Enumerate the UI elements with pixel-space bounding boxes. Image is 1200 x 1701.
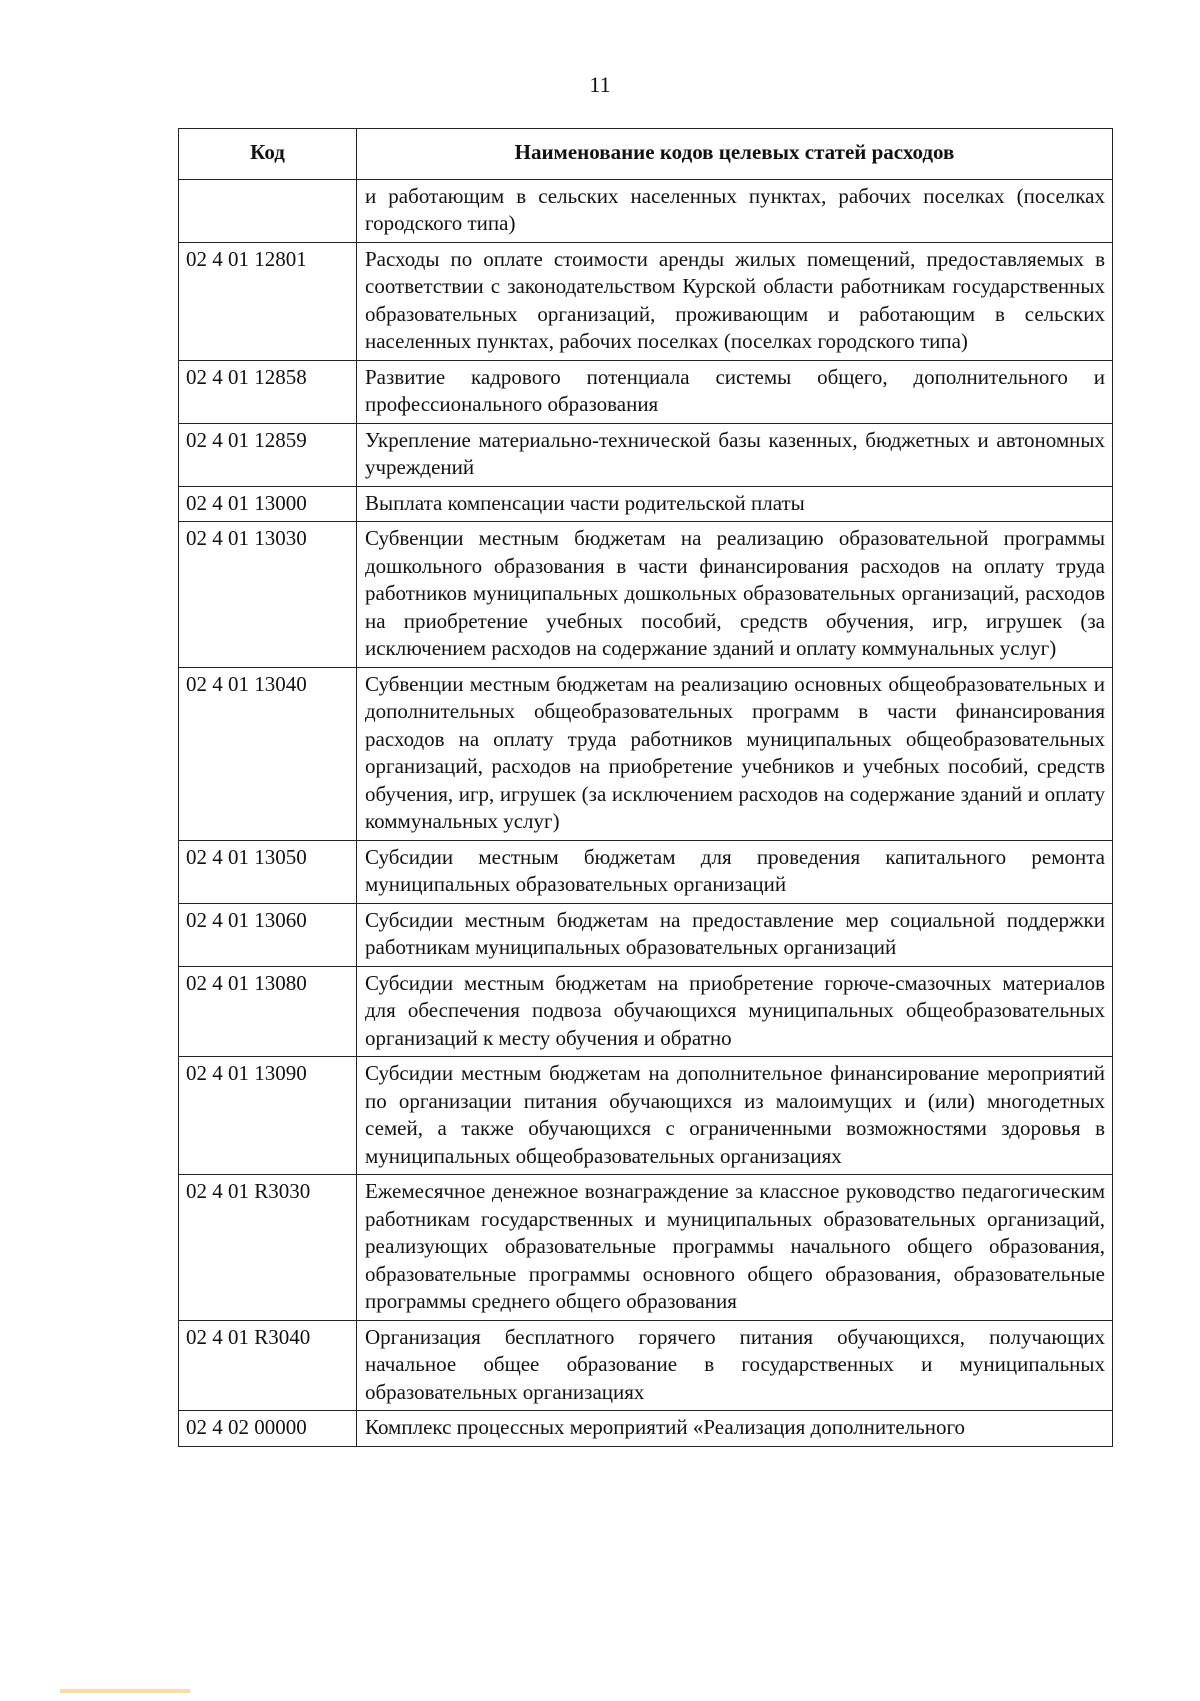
row-description: Субсидии местным бюджетам на дополнительное финансирование мероприятий по организации питания обучающихся из малоимущих и (или) многодетных семей, а также обучающихся с ограниченными возможностями здоровья в муниципальных общеобразовательных организациях bbox=[357, 1057, 1113, 1175]
table-row bbox=[179, 360, 1113, 423]
row-description: и работающим в сельских населенных пунктах, рабочих поселках (поселках городского типа) bbox=[357, 179, 1113, 242]
row-code: 02 4 01 13040 bbox=[179, 667, 357, 840]
table-body bbox=[179, 179, 1113, 1446]
page-number: 11 bbox=[589, 72, 611, 97]
row-description: Выплата компенсации части родительской платы bbox=[357, 486, 1113, 522]
header-name: Наименование кодов целевых статей расходов bbox=[357, 129, 1113, 180]
row-code: 02 4 01 R3040 bbox=[179, 1320, 357, 1411]
row-description: Организация бесплатного горячего питания обучающихся, получающих начальное общее образование в государственных и муниципальных образовательных организациях bbox=[357, 1320, 1113, 1411]
table-row bbox=[179, 667, 1113, 840]
table-row bbox=[179, 1057, 1113, 1175]
table-row bbox=[179, 179, 1113, 242]
row-description: Ежемесячное денежное вознаграждение за классное руководство педагогическим работникам государственных и муниципальных образовательных организаций, реализующих образовательные программы начального общего образования, образовательные программы основного общего образования, образовательные программы среднего общего образования bbox=[357, 1175, 1113, 1321]
row-code: 02 4 01 13080 bbox=[179, 966, 357, 1057]
row-description: Субсидии местным бюджетам для проведения капитального ремонта муниципальных образовательных организаций bbox=[357, 840, 1113, 903]
row-code: 02 4 01 13000 bbox=[179, 486, 357, 522]
row-description: Комплекс процессных мероприятий «Реализация дополнительного bbox=[357, 1411, 1113, 1447]
row-description: Расходы по оплате стоимости аренды жилых помещений, предоставляемых в соответствии с законодательством Курской области работникам государственных образовательных организаций, проживающим и работающим в сельских населенных пунктах, рабочих поселках (поселках городского типа) bbox=[357, 242, 1113, 360]
table-row bbox=[179, 1175, 1113, 1321]
table-row bbox=[179, 486, 1113, 522]
table-row bbox=[179, 1320, 1113, 1411]
row-code: 02 4 01 13030 bbox=[179, 522, 357, 668]
row-description: Субвенции местным бюджетам на реализацию основных общеобразовательных и дополнительных общеобразовательных программ в части финансирования расходов на оплату труда работников муниципальных общеобразовательных организаций, расходов на приобретение учебников и учебных пособий, средств обучения, игр, игрушек (за исключением расходов на содержание зданий и оплату коммунальных услуг) bbox=[357, 667, 1113, 840]
row-code: 02 4 01 R3030 bbox=[179, 1175, 357, 1321]
row-code: 02 4 01 13050 bbox=[179, 840, 357, 903]
row-description: Развитие кадрового потенциала системы общего, дополнительного и профессионального образования bbox=[357, 360, 1113, 423]
row-code: 02 4 01 13060 bbox=[179, 903, 357, 966]
table-row bbox=[179, 966, 1113, 1057]
header-code: Код bbox=[179, 129, 357, 180]
row-code: 02 4 02 00000 bbox=[179, 1411, 357, 1447]
row-description: Субсидии местным бюджетам на приобретение горюче-смазочных материалов для обеспечения подвоза обучающихся муниципальных общеобразовательных организаций к месту обучения и обратно bbox=[357, 966, 1113, 1057]
table-row bbox=[179, 522, 1113, 668]
row-description: Субвенции местным бюджетам на реализацию образовательной программы дошкольного образования в части финансирования расходов на оплату труда работников муниципальных дошкольных образовательных организаций, расходов на приобретение учебных пособий, средств обучения, игр, игрушек (за исключением расходов на содержание зданий и оплату коммунальных услуг) bbox=[357, 522, 1113, 668]
scan-artifact bbox=[60, 1689, 190, 1693]
budget-codes-table bbox=[178, 128, 1113, 1447]
row-code: 02 4 01 12801 bbox=[179, 242, 357, 360]
table-row bbox=[179, 242, 1113, 360]
table-row bbox=[179, 840, 1113, 903]
row-description: Субсидии местным бюджетам на предоставление мер социальной поддержки работникам муниципальных образовательных организаций bbox=[357, 903, 1113, 966]
table-row bbox=[179, 423, 1113, 486]
table-header-row bbox=[179, 129, 1113, 180]
table-row bbox=[179, 1411, 1113, 1447]
table-row bbox=[179, 903, 1113, 966]
row-description: Укрепление материально-технической базы казенных, бюджетных и автономных учреждений bbox=[357, 423, 1113, 486]
row-code bbox=[179, 179, 357, 242]
row-code: 02 4 01 13090 bbox=[179, 1057, 357, 1175]
row-code: 02 4 01 12858 bbox=[179, 360, 357, 423]
row-code: 02 4 01 12859 bbox=[179, 423, 357, 486]
